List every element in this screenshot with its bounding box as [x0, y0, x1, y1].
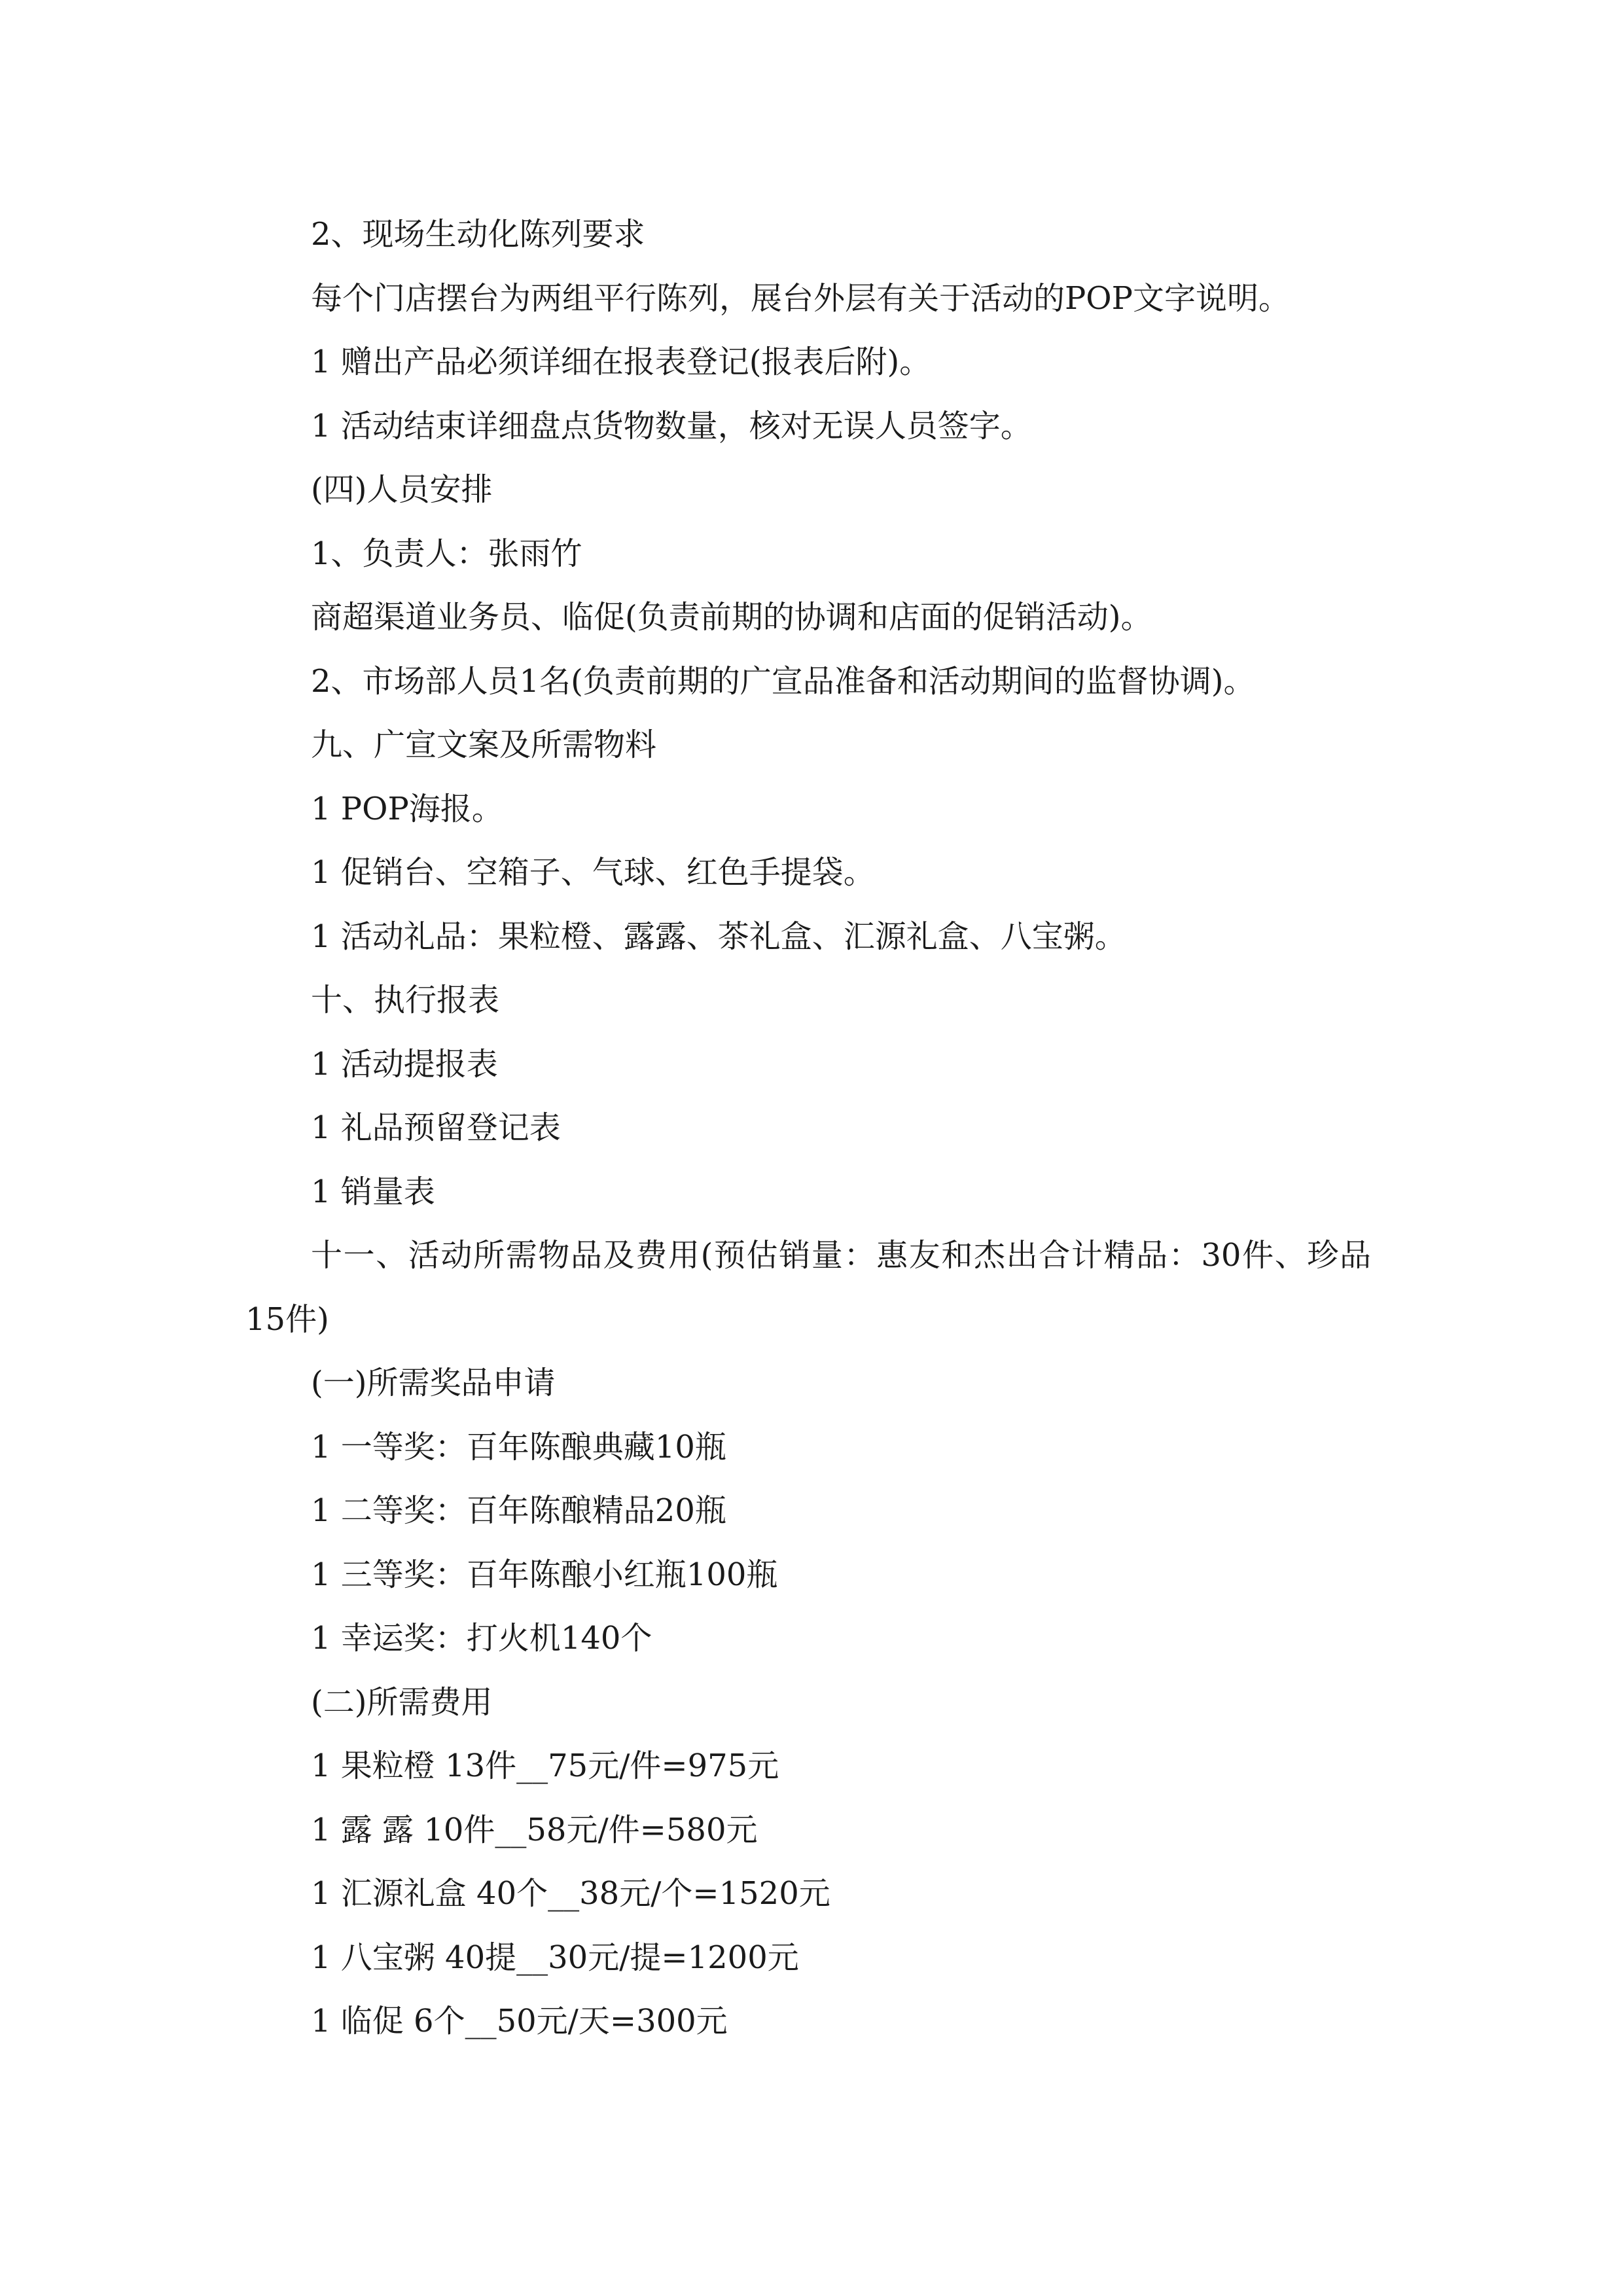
list-item: 1 二等奖：百年陈酿精品20瓶: [311, 1492, 726, 1529]
document-body: [245, 203, 1371, 2054]
list-item: 1 三等奖：百年陈酿小红瓶100瓶: [311, 1556, 778, 1593]
section-heading: 十一、活动所需物品及费用(预估销量：惠友和杰出合计精品：30件、珍品15件): [245, 1237, 1371, 1338]
list-item: 1 露 露 10件__58元/件=580元: [311, 1811, 758, 1848]
list-item: 1 幸运奖：打火机140个: [311, 1620, 652, 1657]
list-item: 1 销量表: [311, 1173, 435, 1210]
list-item: 1 活动礼品：果粒橙、露露、茶礼盒、汇源礼盒、八宝粥。: [311, 918, 1126, 955]
list-item: 1 促销台、空箱子、气球、红色手提袋。: [311, 854, 875, 891]
paragraph: 每个门店摆台为两组平行陈列，展台外层有关于活动的POP文字说明。: [311, 279, 1290, 317]
list-item: 1 礼品预留登记表: [311, 1109, 561, 1146]
list-item: 1 POP海报。: [311, 790, 503, 827]
section-heading: 九、广宣文案及所需物料: [311, 726, 657, 763]
list-item: 1 一等奖：百年陈酿典藏10瓶: [311, 1428, 726, 1465]
list-item: 1 活动结束详细盘点货物数量，核对无误人员签字。: [311, 407, 1032, 444]
list-item: 1 汇源礼盒 40个__38元/个=1520元: [311, 1875, 830, 1912]
list-item: 1 赠出产品必须详细在报表登记(报表后附)。: [311, 344, 931, 380]
paragraph: 1、负责人：张雨竹: [311, 535, 582, 572]
list-item: 1 八宝粥 40提__30元/提=1200元: [311, 1939, 799, 1976]
section-heading: (二)所需费用: [311, 1683, 493, 1721]
list-item: 1 活动提报表: [311, 1045, 498, 1083]
list-item: 1 果粒橙 13件__75元/件=975元: [311, 1748, 779, 1784]
section-heading: 十、执行报表: [311, 982, 500, 1018]
list-item: 1 临促 6个__50元/天=300元: [311, 2003, 728, 2039]
section-heading: (四)人员安排: [311, 471, 493, 508]
section-heading: 2、现场生动化陈列要求: [311, 216, 645, 253]
section-heading: (一)所需奖品申请: [311, 1365, 556, 1401]
paragraph: 商超渠道业务员、临促(负责前期的协调和店面的促销活动)。: [311, 599, 1152, 636]
paragraph: 2、市场部人员1名(负责前期的广宣品准备和活动期间的监督协调)。: [311, 662, 1255, 700]
